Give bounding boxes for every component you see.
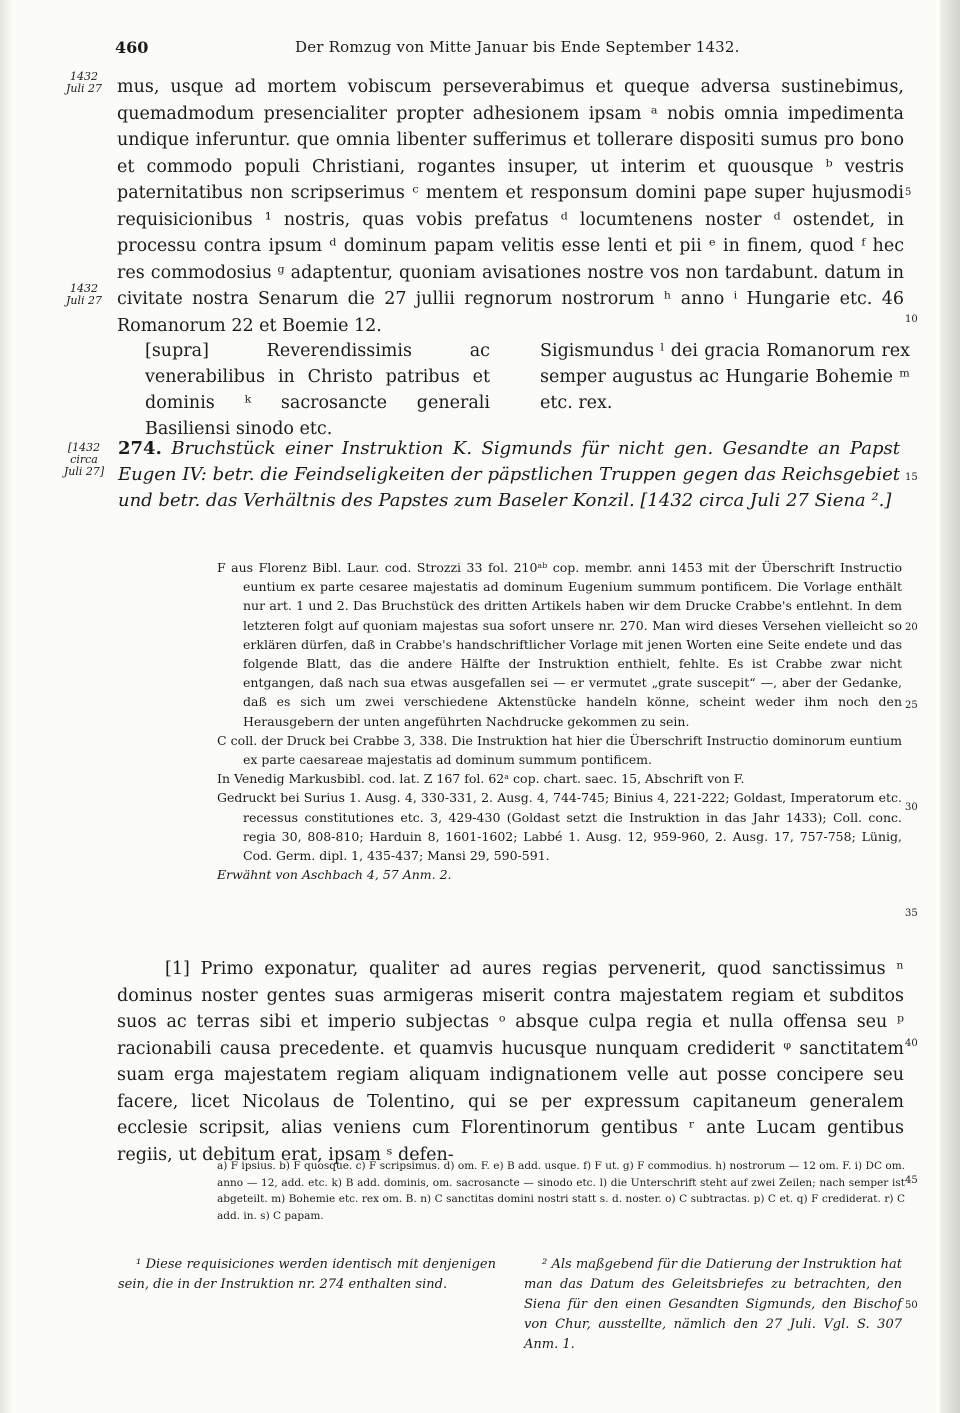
source-printed: Gedruckt bei Surius 1. Ausg. 4, 330-331, 2. Ausg. 4, 744-745; Binius 4, 221-222; Goldast, Imperatorum etc. recessus constitutiones etc. 3, 429-430 (Goldast setzt die Instruktion in das Jahr 1433); Coll. conc. regia 30, 808-810; Harduin 8, 1601-1602; Labbé 1. Ausg. 12, 959-960, 2. Ausg. 17, 757-758; Lünig, Cod. Germ. dipl. 1, 435-437; Mansi 29, 590-591.: [217, 790, 902, 864]
margin-date-1: [56, 71, 112, 95]
instruction-paragraph-1: [1] Primo exponatur, qualiter ad aures regias pervenerit, quod sanctissimus ⁿ dominus noster gentes suas armigeras miserit contra majestatem regiam et subditos suos ac terras sibi et imperio subjectas ᵒ absque culpa regia et nulla offensa seu ᵖ racionabili causa precedente. et quamvis hucusque nunquam crediderit ᵠ sanctitatem suam erga majestatem regiam aliquam indignationem velle aut posse concipere seu facere, licet Nicolaus de Tolentino, qui se per expressum capitaneum generalem ecclesie scripsit, alias veniens cum Florentinorum gentibus ʳ ante Lucam gentibus regiis, ut debitum erat, ipsam ˢ defen-: [117, 959, 904, 1165]
line-number: 25: [905, 700, 918, 711]
line-number: 40: [905, 1038, 918, 1049]
line-number: 5: [905, 187, 912, 198]
source-venice: In Venedig Markusbibl. cod. lat. Z 167 fol. 62ᵃ cop. chart. saec. 15, Abschrift von F.: [217, 771, 745, 787]
variant-readings: a) F ipsius. b) F quosque. c) F scripsimus. d) om. F. e) B add. usque. f) F ut. g) F commodius. h) nostrorum — 12 om. F. i) DC om. anno — 12, add. etc. k) B add. dominis, om. sacrosancte — sinodo etc. l) die Unterschrift steht auf zwei Zeilen; nach semper ist abgeteilt. m) Bohemie etc. rex om. B. n) C sanctitas domini nostri statt s. d. noster. o) C subtractas. p) C et. q) F crediderat. r) C add. in. s) C papam.: [217, 1160, 905, 1222]
document-title-block: [118, 436, 900, 514]
line-number: 35: [905, 908, 918, 919]
page-right-shadow: [940, 0, 960, 1413]
document-heading: [118, 436, 900, 514]
margin-date-day: Juli 27]: [63, 465, 105, 478]
line-number: 45: [905, 1175, 918, 1186]
page-number: 460: [115, 38, 149, 57]
letter-text: [117, 74, 904, 339]
footnote-2: ² Als maßgebend für die Datierung der Instruktion hat man das Datum des Geleitsbriefes zu betrachten, den Siena für den einen Gesandten Sigmunds, den Bischof von Chur, ausstellte, nämlich den 27 Juli. Vgl. S. 307 Anm. 1.: [524, 1257, 902, 1352]
line-number: 10: [905, 314, 918, 325]
margin-date-year: 1432: [70, 70, 98, 83]
running-header: [115, 38, 900, 62]
running-title: Der Romzug von Mitte Januar bis Ende September 1432.: [295, 38, 740, 56]
source-apparatus: [217, 558, 902, 884]
margin-date-year: [1432: [67, 441, 101, 454]
source-mention: Erwähnt von Aschbach 4, 57 Anm. 2.: [217, 867, 452, 883]
page-left-shadow: [0, 0, 12, 1413]
margin-date-year: 1432: [70, 282, 98, 295]
document-number: 274.: [118, 438, 162, 459]
source-F: F aus Florenz Bibl. Laur. cod. Strozzi 33 fol. 210ᵃᵇ cop. membr. anni 1453 mit der Überschrift Instructio euntium ex parte cesaree majestatis ad dominum Eugenium summum pontificem. Die Vorlage enthält nur art. 1 und 2. Das Bruchstück des dritten Artikels haben wir dem Drucke Crabbe's entlehnt. In dem letzteren folgt auf quoniam majestas sua sofort unsere nr. 270. Man wird dieses Versehen vielleicht so erklären dürfen, daß in Crabbe's handschriftlicher Vorlage mit jenen Worten eine Seite endete und das folgende Blatt, das die andere Hälfte der Instruktion enthielt, fehlte. Es ist Crabbe zwar nicht entgangen, daß nach sua etwas ausgefallen sei — er vermutet „grate suscepit“ —, aber der Gedanke, daß es sich um zwei verschiedene Aktenstücke handeln könne, scheint weder ihm noch den Herausgebern der unten angeführten Nachdrucke gekommen zu sein.: [217, 560, 902, 729]
margin-date-day: Juli 27: [65, 294, 103, 307]
margin-date-day: Juli 27: [65, 82, 103, 95]
line-number: 50: [905, 1300, 918, 1311]
address-sender: Sigismundus ˡ dei gracia Romanorum rex semper augustus ac Hungarie Bohemie ᵐ etc. rex.: [540, 341, 910, 413]
letter-paragraph: mus, usque ad mortem vobiscum perseverabimus et queque adversa sustinebimus, quemadmodum presencialiter propter adhesionem ipsam ᵃ nobis omnia impedimenta undique inferuntur. que omnia libenter sufferimus et tollerare dispositi sumus pro bono et commodo populi Christiani, rogantes insuper, ut interim et quousque ᵇ vestris paternitatibus non scripserimus ᶜ mentem et responsum domini pape super hujusmodi requisicionibus ¹ nostris, quas vobis prefatus ᵈ locumtenens noster ᵈ ostendet, in processu contra ipsum ᵈ dominum papam velitis esse lenti et pii ᵉ in finem, quod ᶠ hec res commodosius ᵍ adaptentur, quoniam avisationes nostre vos non tardabunt. datum in civitate nostra Senarum die 27 jullii regnorum nostrorum ʰ anno ⁱ Hungarie etc. 46 Romanorum 22 et Boemie 12.: [117, 77, 904, 336]
line-number: 20: [905, 622, 918, 633]
margin-date-3: [56, 442, 112, 478]
footnotes-left: [118, 1255, 496, 1297]
line-number: 30: [905, 802, 918, 813]
source-C: C coll. der Druck bei Crabbe 3, 338. Die Instruktion hat hier die Überschrift Instructio dominorum euntium ex parte caesareae majestatis ad dominum summum pontificem.: [217, 732, 902, 768]
line-number: 15: [905, 472, 918, 483]
margin-date-2: [56, 283, 112, 307]
instruction-text: [117, 956, 904, 1168]
footnotes-right: [524, 1255, 902, 1357]
document-title: Bruchstück einer Instruktion K. Sigmunds für nicht gen. Gesandte an Papst Eugen IV: betr. die Feindseligkeiten der päpstlichen Truppen gegen das Reichsgebiet und betr. das Verhältnis des Papstes zum Baseler Konzil. [1432 circa Juli 27 Siena ².]: [118, 438, 900, 511]
footnote-1: ¹ Diese requisiciones werden identisch mit denjenigen sein, die in der Instruktion nr. 274 enthalten sind.: [118, 1257, 496, 1292]
margin-date-circa: circa: [70, 453, 98, 466]
address-recipient: [supra] Reverendissimis ac venerabilibus in Christo patribus et dominis ᵏ sacrosancte generali Basiliensi sinodo etc.: [145, 341, 490, 439]
